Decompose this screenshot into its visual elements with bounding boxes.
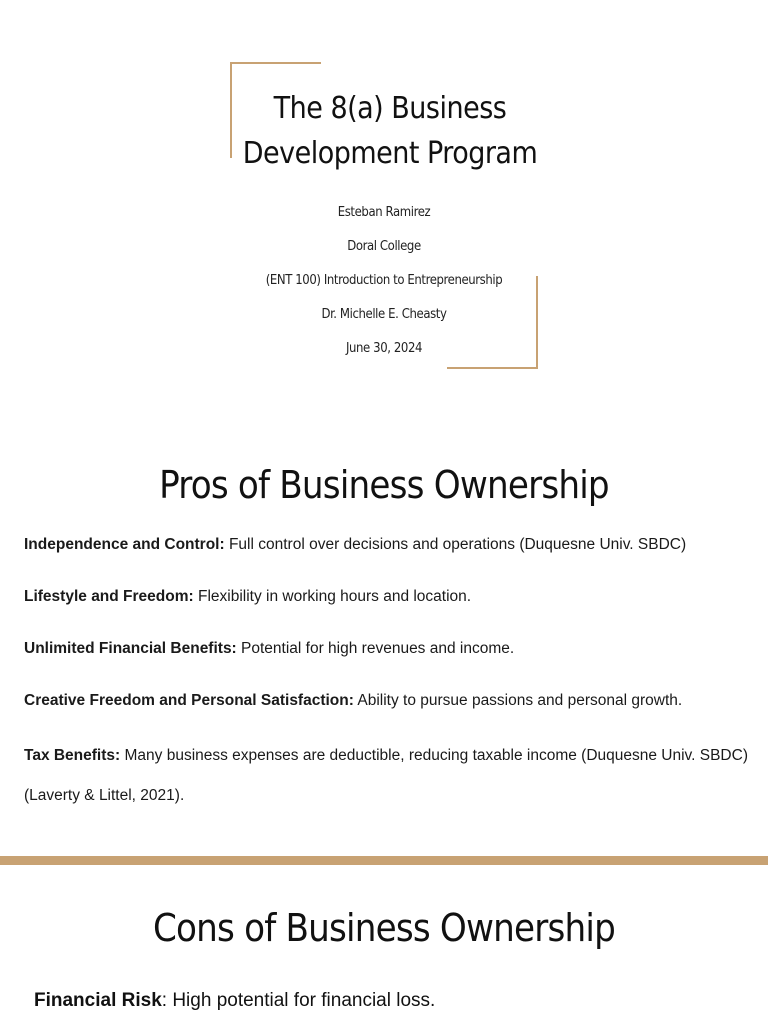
title-slide xyxy=(0,0,768,430)
pros-list xyxy=(24,528,759,816)
list-item-label: Tax Benefits: xyxy=(24,747,121,764)
list-item xyxy=(24,632,759,666)
list-item-label: Unlimited Financial Benefits: xyxy=(24,640,237,657)
list-item-text: : High potential for financial loss. xyxy=(161,990,436,1011)
presentation-title xyxy=(0,86,768,176)
instructor-name: Dr. Michelle E. Cheasty xyxy=(321,307,447,322)
course-name: (ENT 100) Introduction to Entrepreneurship xyxy=(265,273,503,288)
list-item xyxy=(24,736,759,816)
list-item-label: Independence and Control: xyxy=(24,536,225,553)
list-item-label: Creative Freedom and Personal Satisfaction: xyxy=(24,692,354,709)
list-item-label: Financial Risk xyxy=(34,990,162,1011)
institution-name: Doral College xyxy=(347,239,421,254)
list-item xyxy=(24,528,759,562)
list-item xyxy=(24,580,759,614)
list-item xyxy=(34,986,754,1016)
decorative-corner-top-left xyxy=(230,62,321,64)
cons-heading: Cons of Business Ownership xyxy=(152,906,616,950)
list-item-text: Flexibility in working hours and location. xyxy=(193,588,472,605)
title-metadata xyxy=(0,196,768,366)
cons-list xyxy=(34,986,754,1016)
decorative-corner-bottom-right xyxy=(447,367,538,369)
list-item-label: Lifestyle and Freedom: xyxy=(24,588,194,605)
list-item-text: Full control over decisions and operations (Duquesne Univ. SBDC) xyxy=(224,536,687,553)
section-divider xyxy=(0,856,768,865)
presentation-date: June 30, 2024 xyxy=(345,341,423,356)
title-line-2: Development Program xyxy=(242,136,538,171)
list-item xyxy=(24,684,759,718)
title-line-1: The 8(a) Business xyxy=(273,91,507,126)
list-item-text: Potential for high revenues and income. xyxy=(236,640,515,657)
pros-heading: Pros of Business Ownership xyxy=(159,463,609,507)
list-item-text: Ability to pursue passions and personal growth. xyxy=(353,692,683,709)
list-item-text: Many business expenses are deductible, reducing taxable income (Duquesne Univ. SBDC) (Laverty & Littel, 2021). xyxy=(24,747,748,804)
author-name: Esteban Ramirez xyxy=(337,205,431,220)
